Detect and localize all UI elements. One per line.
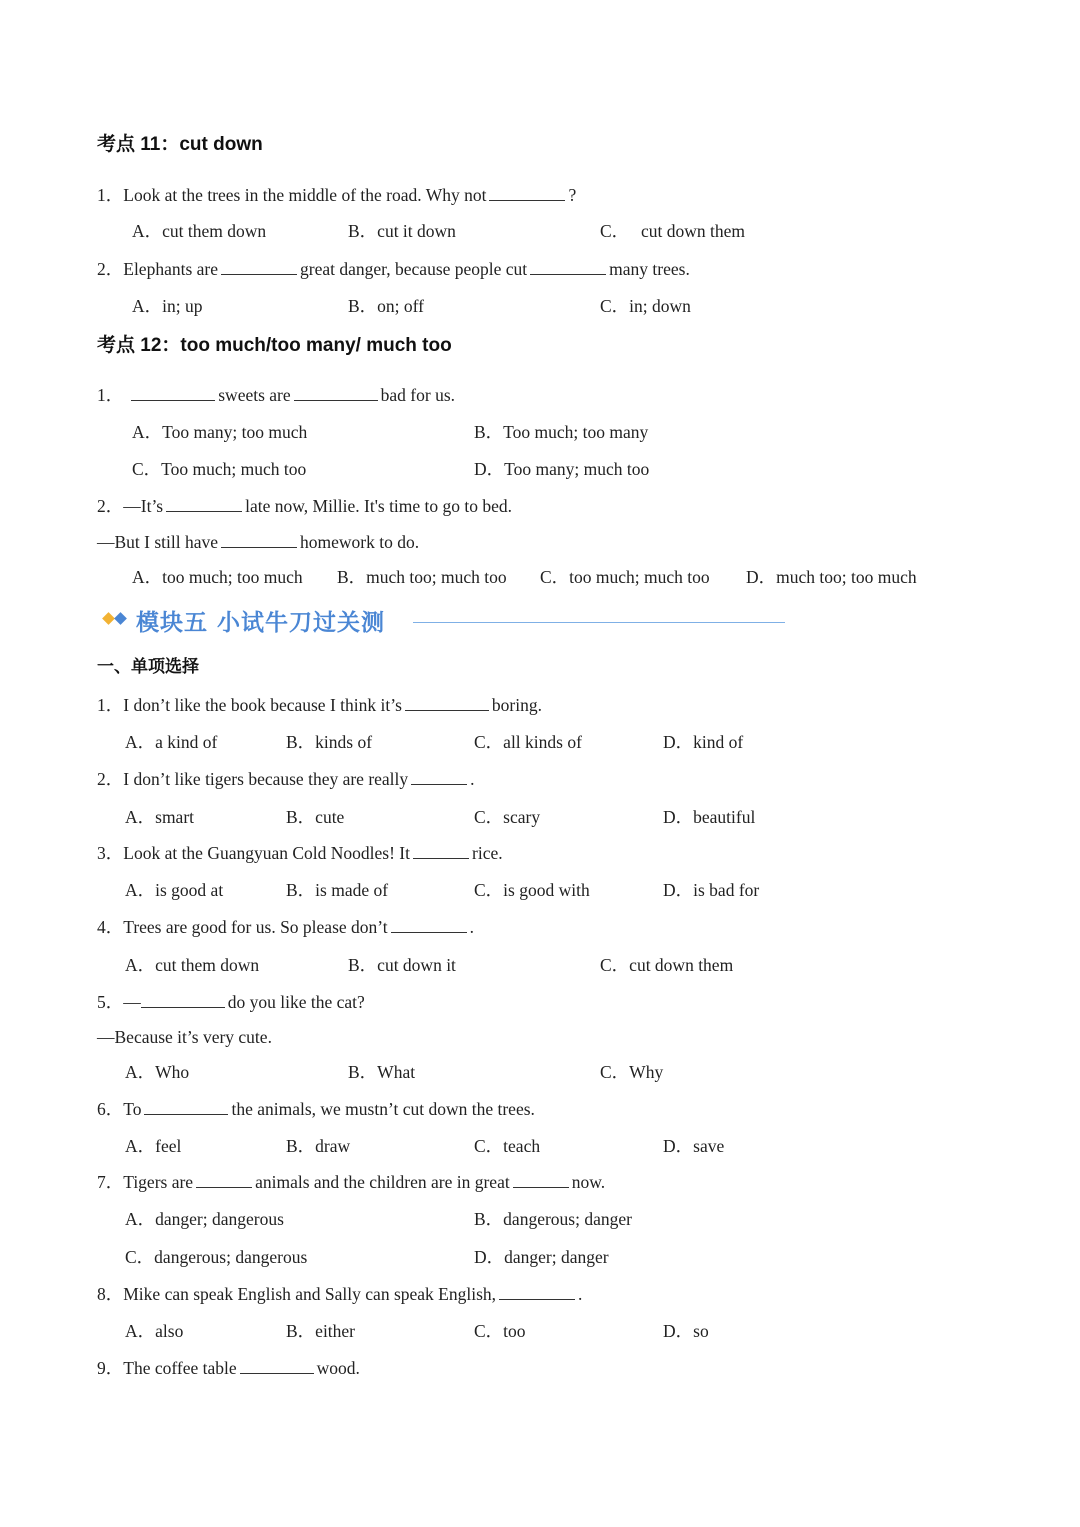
option-b[interactable]: B．on; off: [348, 296, 424, 316]
option-b[interactable]: B．cut it down: [348, 221, 456, 241]
answer-blank[interactable]: [240, 1357, 314, 1374]
option-b[interactable]: B．is made of: [286, 880, 389, 900]
question-text-end: homework to do.: [300, 532, 420, 552]
question-text-end: .: [578, 1284, 583, 1304]
question-text: I don’t like the book because I think it’s: [123, 695, 402, 715]
quiz-question-6: [97, 1098, 535, 1120]
question-text: The coffee table: [123, 1358, 237, 1378]
section-11-title: 考点 11：cut down: [97, 134, 263, 155]
question-text-end: many trees.: [609, 259, 690, 279]
option-b[interactable]: B．either: [286, 1321, 356, 1341]
question-number: 8．: [97, 1284, 124, 1304]
option-a[interactable]: A．Too many; too much: [132, 422, 308, 442]
option-d[interactable]: D．Too many; much too: [474, 459, 650, 479]
question-number: 2．: [97, 496, 124, 516]
answer-blank[interactable]: [294, 384, 378, 401]
quiz-question-5-reply: —Because it’s very cute.: [97, 1027, 272, 1047]
diamond-icon: [102, 612, 115, 625]
option-b[interactable]: B．dangerous; danger: [474, 1209, 632, 1229]
question-number: 2．: [97, 769, 124, 789]
option-b[interactable]: B．cut down it: [348, 955, 456, 975]
question-text-end: rice.: [472, 843, 503, 863]
s11-question-1: [97, 184, 576, 206]
option-c[interactable]: C．all kinds of: [474, 732, 582, 752]
option-d[interactable]: D．save: [663, 1136, 725, 1156]
option-d[interactable]: D．much too; too much: [746, 567, 917, 587]
quiz-question-8: [97, 1283, 582, 1305]
answer-blank[interactable]: [489, 184, 565, 201]
question-number: 1．: [97, 695, 124, 715]
question-text: Look at the trees in the middle of the road. Why not: [123, 185, 487, 205]
question-number: 1．: [97, 185, 124, 205]
answer-blank[interactable]: [144, 1098, 228, 1115]
question-text-end: wood.: [316, 1358, 360, 1378]
quiz-question-4: [97, 916, 474, 938]
option-d[interactable]: D．kind of: [663, 732, 744, 752]
option-c[interactable]: C．is good with: [474, 880, 590, 900]
answer-blank[interactable]: [530, 258, 606, 275]
question-text-end: do you like the cat?: [227, 992, 365, 1012]
quiz-question-5: [97, 991, 365, 1013]
option-b[interactable]: B．kinds of: [286, 732, 373, 752]
question-number: 5．: [97, 992, 124, 1012]
option-c[interactable]: C．Why: [600, 1062, 664, 1082]
s12-question-1: [97, 384, 455, 406]
question-text: I don’t like tigers because they are really: [123, 769, 409, 789]
option-d[interactable]: D．so: [663, 1321, 709, 1341]
question-number: 6．: [97, 1099, 124, 1119]
option-c[interactable]: C．too: [474, 1321, 526, 1341]
question-text: —But I still have: [97, 532, 219, 552]
question-number: 2．: [97, 259, 124, 279]
option-a[interactable]: A．in; up: [132, 296, 203, 316]
option-b[interactable]: B．much too; much too: [337, 567, 507, 587]
question-text: animals and the children are in great: [255, 1172, 510, 1192]
question-text: sweets are: [218, 385, 291, 405]
quiz-question-9: [97, 1357, 360, 1379]
option-a[interactable]: A．smart: [125, 807, 195, 827]
answer-blank[interactable]: [166, 495, 242, 512]
question-text: Look at the Guangyuan Cold Noodles! It: [123, 843, 411, 863]
section-12-title: 考点 12：too much/too many/ much too: [97, 335, 452, 356]
option-a[interactable]: A．also: [125, 1321, 184, 1341]
answer-blank[interactable]: [513, 1171, 569, 1188]
module-divider: [413, 622, 785, 623]
question-number: 3．: [97, 843, 124, 863]
option-a[interactable]: A．cut them down: [132, 221, 267, 241]
option-a[interactable]: A．feel: [125, 1136, 182, 1156]
quiz-question-7: [97, 1171, 605, 1193]
module-title: 模块五 小试牛刀过关测: [136, 610, 386, 636]
option-a[interactable]: A．Who: [125, 1062, 190, 1082]
question-text-end: .: [470, 769, 475, 789]
option-d[interactable]: D．is bad for: [663, 880, 760, 900]
option-a[interactable]: A．danger; dangerous: [125, 1209, 284, 1229]
answer-blank[interactable]: [196, 1171, 252, 1188]
option-c[interactable]: C．in; down: [600, 296, 691, 316]
option-c-letter[interactable]: C．: [600, 221, 630, 241]
question-text-end: ?: [568, 185, 577, 205]
option-c[interactable]: C．dangerous; dangerous: [125, 1247, 308, 1267]
diamond-icon: [114, 612, 127, 625]
question-number: 1．: [97, 385, 124, 405]
question-number: 4．: [97, 917, 124, 937]
quiz-question-1: [97, 694, 542, 716]
part-title: 一、单项选择: [97, 657, 199, 677]
option-b[interactable]: B．What: [348, 1062, 416, 1082]
option-c[interactable]: C．cut down them: [600, 955, 734, 975]
answer-blank[interactable]: [141, 991, 225, 1008]
option-c[interactable]: C．scary: [474, 807, 541, 827]
question-text: To: [123, 1099, 142, 1119]
answer-blank[interactable]: [411, 768, 467, 785]
option-d[interactable]: D．beautiful: [663, 807, 756, 827]
question-text: late now, Millie. It's time to go to bed.: [245, 496, 513, 516]
question-text-end: .: [469, 917, 475, 937]
answer-blank[interactable]: [405, 694, 489, 711]
quiz-question-3: [97, 842, 503, 864]
option-a[interactable]: A．is good at: [125, 880, 224, 900]
question-text: Mike can speak English and Sally can speak English,: [123, 1284, 497, 1304]
question-text-end: bad for us.: [380, 385, 456, 405]
question-text: —: [123, 992, 141, 1012]
question-text-end: now.: [571, 1172, 606, 1192]
option-c[interactable]: C．teach: [474, 1136, 541, 1156]
s12-question-2: [97, 495, 512, 517]
option-b[interactable]: B．draw: [286, 1136, 351, 1156]
option-b[interactable]: B．Too much; too many: [474, 422, 649, 442]
question-text-end: the animals, we mustn’t cut down the trees.: [231, 1099, 535, 1119]
question-number: 9．: [97, 1358, 124, 1378]
question-number: 7．: [97, 1172, 124, 1192]
question-text: —It’s: [123, 496, 164, 516]
question-text: Tigers are: [123, 1172, 194, 1192]
answer-blank[interactable]: [391, 916, 467, 933]
option-c[interactable]: C．too much; much too: [540, 567, 710, 587]
s11-question-2: [97, 258, 690, 280]
answer-blank[interactable]: [413, 842, 469, 859]
answer-blank[interactable]: [221, 258, 297, 275]
question-text: great danger, because people cut: [300, 259, 528, 279]
quiz-question-2: [97, 768, 475, 790]
option-b[interactable]: B．cute: [286, 807, 345, 827]
answer-blank[interactable]: [221, 531, 297, 548]
option-c-text[interactable]: cut down them: [641, 221, 746, 241]
answer-blank[interactable]: [499, 1283, 575, 1300]
option-a[interactable]: A．a kind of: [125, 732, 218, 752]
option-c[interactable]: C．Too much; much too: [132, 459, 307, 479]
question-text-end: boring.: [491, 695, 542, 715]
option-a[interactable]: A．too much; too much: [132, 567, 303, 587]
option-a[interactable]: A．cut them down: [125, 955, 260, 975]
option-d[interactable]: D．danger; danger: [474, 1247, 609, 1267]
question-text: Trees are good for us. So please don’t: [123, 917, 388, 937]
question-text: Elephants are: [123, 259, 218, 279]
answer-blank[interactable]: [131, 384, 215, 401]
s12-question-2-reply: [97, 531, 419, 553]
